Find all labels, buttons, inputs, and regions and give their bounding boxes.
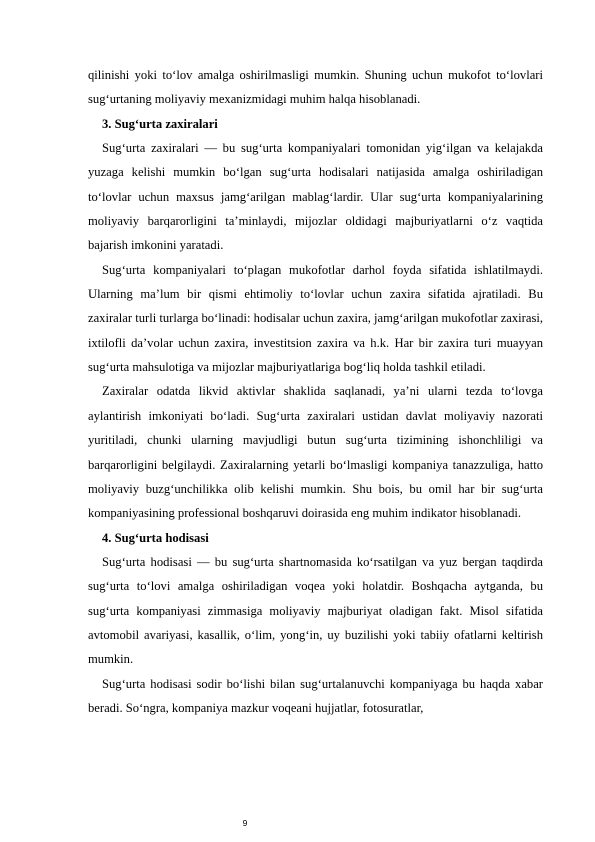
paragraph-reserves-definition: Sug‘urta zaxiralari — bu sug‘urta kompaniyalari tomonidan yig‘ilgan va kelajakda yuzaga kelishi mumkin bo‘lgan sug‘urta hodisalari natijasida amalga oshiriladigan to‘lovlar uchun maxsus jamg‘arilgan mablag‘lardir. Ular sug‘urta kompaniyalarining moliyaviy barqarorligini ta’minlaydi, mijozlar oldidagi majburiyatlarni o‘z vaqtida bajarish imkonini yaratadi.	[88, 141, 543, 253]
page-body	[88, 63, 543, 720]
section-heading-insurance-reserves: 3. Sug‘urta zaxiralari	[102, 116, 218, 131]
paragraph-event-definition: Sug‘urta hodisasi — bu sug‘urta shartnomasida ko‘rsatilgan va yuz bergan taqdirda sug‘urta to‘lovi amalga oshiriladigan voqea yoki holatdir. Boshqacha aytganda, bu sug‘urta kompaniyasi zimmasiga moliyaviy majburiyat oladigan fakt. Misol sifatida avtomobil avariyasi, kasallik, o‘lim, yong‘in, uy buzilishi yoki tabiiy ofatlarni keltirish mumkin.	[88, 554, 543, 667]
paragraph-continued: qilinishi yoki to‘lov amalga oshirilmasligi mumkin. Shuning uchun mukofot to‘lovlari sug‘urtaning moliyaviy mexanizmidagi muhim halqa hisoblanadi.	[88, 68, 543, 107]
page-number: 9	[242, 818, 248, 828]
section-heading-insurance-event: 4. Sug‘urta hodisasi	[102, 530, 209, 545]
paragraph-reserves-types: Sug‘urta kompaniyalari to‘plagan mukofotlar darhol foyda sifatida ishlatilmaydi. Ularning ma’lum bir qismi ehtimoliy to‘lovlar uchun zaxira sifatida ajratiladi. Bu zaxiralar turli turlarga bo‘linadi: hodisalar uchun zaxira, jamg‘arilgan mukofotlar zaxirasi, ixtilofli da’volar uchun zaxira, investitsion zaxira va h.k. Har bir zaxira turi muayyan sug‘urta mahsulotiga va mijozlar majburiyatlariga bog‘liq holda tashkil etiladi.	[88, 262, 543, 375]
paragraph-event-notification: Sug‘urta hodisasi sodir bo‘lishi bilan sug‘urtalanuvchi kompaniyaga bu haqda xabar beradi. So‘ngra, kompaniya mazkur voqeani hujjatlar, fotosuratlar,	[88, 676, 543, 715]
paragraph-reserves-liquidity: Zaxiralar odatda likvid aktivlar shaklida saqlanadi, ya’ni ularni tezda to‘lovga aylantirish imkoniyati bo‘ladi. Sug‘urta zaxiralari ustidan davlat moliyaviy nazorati yuritiladi, chunki ularning mavjudligi butun sug‘urta tizimining ishonchliligi va barqarorligini belgilaydi. Zaxiralarning yetarli bo‘lmasligi kompaniya tanazzuliga, hatto moliyaviy buzg‘unchilikka olib kelishi mumkin. Shu bois, bu omil har bir sug‘urta kompaniyasining professional boshqaruvi doirasida eng muhim indikator hisoblanadi.	[88, 384, 543, 521]
